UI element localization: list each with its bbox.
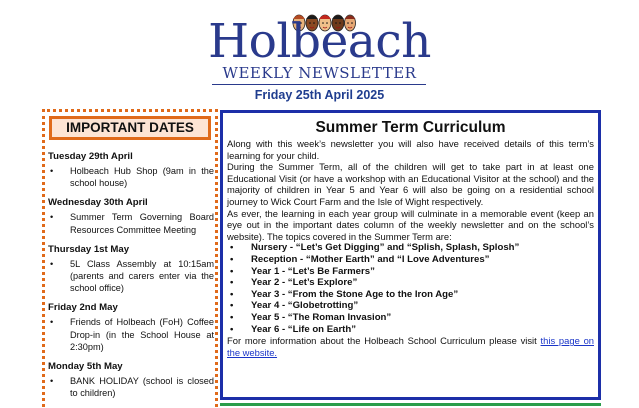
- issue-date: Friday 25th April 2025: [254, 88, 385, 102]
- topic-text: Year 1 - “Let’s Be Farmers”: [251, 265, 375, 277]
- footer-text: For more information about the Holbeach School Curriculum please visit: [227, 335, 537, 347]
- date-entry: [48, 165, 214, 189]
- article-footer: [227, 335, 594, 358]
- bullet-icon: •: [50, 258, 54, 269]
- topic-text: Year 3 - “From the Stone Age to the Iron Age”: [251, 288, 459, 300]
- list-item: [227, 324, 594, 336]
- next-section-border: [220, 403, 601, 406]
- date-entry-text: BANK HOLIDAY (school is closed to children): [70, 376, 214, 399]
- list-item: [227, 300, 594, 312]
- list-item: [227, 312, 594, 324]
- list-item: [227, 242, 594, 254]
- topic-text: Year 4 - “Globetrotting”: [251, 300, 359, 312]
- list-item: [227, 289, 594, 301]
- article-paragraph: Along with this week’s newsletter you will also have received details of this term’s learning for your child.: [227, 138, 594, 161]
- article-paragraph: During the Summer Term, all of the children will get to take part in at least one Educational Visit (or have a workshop with an Educational Visitor at the school) and the majority of children in Year 5 and Year 6 will also be going on a residential school journey to Wick Court Farm and the Isle of Wight respectively.: [227, 161, 594, 207]
- bullet-icon: •: [50, 317, 54, 328]
- date-title: Friday 2nd May: [48, 302, 118, 314]
- topic-text: Year 6 - “Life on Earth”: [251, 323, 357, 335]
- topic-text: Reception - “Mother Earth” and “I Love Adventures”: [251, 253, 490, 265]
- topic-text: Year 2 - “Let’s Explore”: [251, 277, 358, 289]
- date-title: Monday 5th May: [48, 361, 123, 373]
- important-dates-heading: IMPORTANT DATES: [49, 116, 211, 140]
- list-item: [227, 277, 594, 289]
- bullet-icon: •: [230, 288, 234, 300]
- masthead-divider: [212, 84, 426, 85]
- date-entry-text: Holbeach Hub Shop (9am in the school house): [70, 166, 214, 189]
- topic-text: Year 5 - “The Roman Invasion”: [251, 311, 392, 323]
- date-entry-text: Summer Term Governing Board Resources Committee Meeting: [70, 212, 214, 235]
- list-item: [227, 266, 594, 278]
- date-entry-text: 5L Class Assembly at 10:15am (parents and carers enter via the school office): [70, 258, 214, 294]
- important-dates-list: [48, 151, 214, 407]
- topics-list: [227, 242, 594, 335]
- bullet-icon: •: [230, 265, 234, 277]
- bullet-icon: •: [230, 311, 234, 323]
- important-dates-panel: [42, 109, 218, 408]
- date-block: [48, 151, 214, 189]
- curriculum-page-link[interactable]: this page on the website.: [227, 335, 594, 358]
- date-block: [48, 197, 214, 235]
- article-paragraph: As ever, the learning in each year group will culminate in a memorable event (keep an eye out in the important dates column of the weekly newsletter and on the school’s website). The topics covered in the Summer Term are:: [227, 207, 594, 242]
- bullet-icon: •: [230, 242, 234, 254]
- article-title: Summer Term Curriculum: [315, 119, 506, 136]
- date-block: [48, 302, 214, 353]
- bullet-icon: •: [230, 323, 234, 335]
- newsletter-title: Holbeach: [208, 14, 431, 69]
- newsletter-subtitle: WEEKLY NEWSLETTER: [222, 64, 417, 82]
- date-entry: [48, 375, 214, 399]
- topic-text: Nursery - “Let’s Get Digging” and “Splish, Splash, Splosh”: [251, 242, 520, 254]
- bullet-icon: •: [50, 212, 54, 223]
- masthead: [0, 0, 639, 108]
- date-title: Wednesday 30th April: [48, 197, 148, 209]
- bullet-icon: •: [50, 166, 54, 176]
- curriculum-article: [220, 110, 601, 400]
- bullet-icon: •: [230, 300, 234, 312]
- date-entry: [48, 316, 214, 353]
- list-item: [227, 254, 594, 266]
- bullet-icon: •: [50, 376, 54, 387]
- date-block: [48, 361, 214, 399]
- date-entry: [48, 258, 214, 295]
- bullet-icon: •: [230, 253, 234, 265]
- date-title: Tuesday 29th April: [48, 151, 133, 162]
- date-entry-text: Friends of Holbeach (FoH) Coffee Drop-in (in the School House at 2:30pm): [70, 317, 214, 352]
- date-title: Thursday 1st May: [48, 243, 130, 255]
- date-block: [48, 244, 214, 295]
- date-entry: [48, 211, 214, 235]
- bullet-icon: •: [230, 277, 234, 289]
